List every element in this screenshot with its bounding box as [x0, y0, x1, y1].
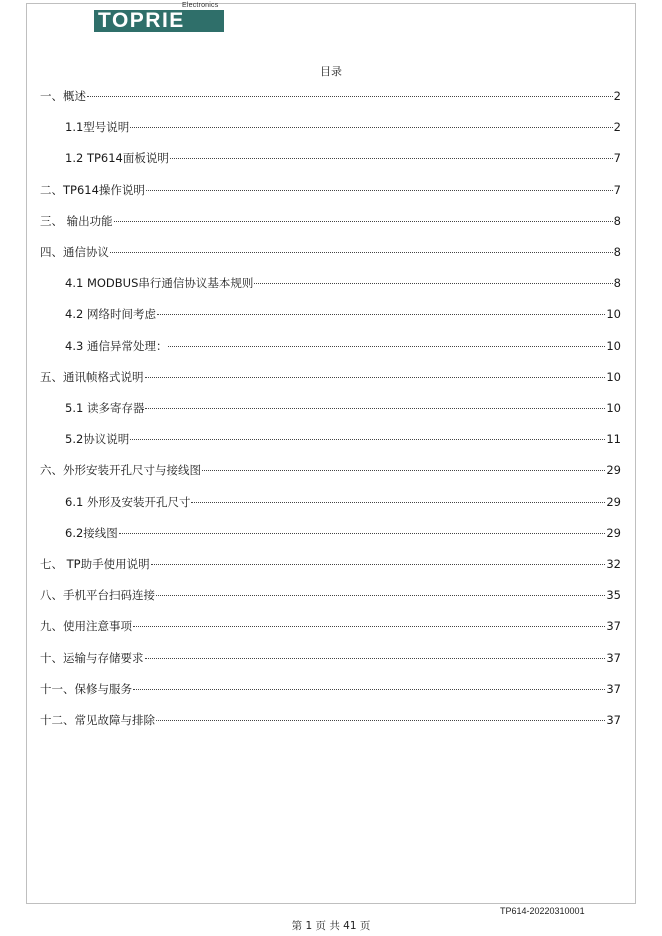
toc-leader-dots — [87, 96, 613, 97]
toc-entry-label: 二、TP614操作说明 — [40, 183, 145, 197]
toc-entry-page: 37 — [606, 651, 621, 665]
toc-entry-page: 8 — [613, 214, 621, 228]
toc-entry[interactable] — [40, 712, 621, 728]
toc-entry-label: 4.3 通信异常处理： — [65, 339, 168, 353]
toc-entry-label: 三、 输出功能 — [40, 214, 113, 228]
toc-entry-label: 6.2接线图 — [65, 526, 118, 540]
toc-entry[interactable] — [65, 525, 621, 541]
toc-leader-dots — [114, 221, 613, 222]
toc-entry[interactable] — [40, 213, 621, 229]
toc-entry-label: 一、概述 — [40, 89, 86, 103]
toc-leader-dots — [156, 595, 605, 596]
toc-entry-label: 七、 TP助手使用说明 — [40, 557, 150, 571]
logo-electronics-text: Electronics — [182, 2, 219, 9]
toc-entry[interactable] — [65, 400, 621, 416]
toc-leader-dots — [151, 564, 606, 565]
toc-entry-label: 1.1型号说明 — [65, 120, 130, 134]
toc-entry-label: 1.2 TP614面板说明 — [65, 151, 169, 165]
toc-entry-page: 10 — [606, 339, 621, 353]
toc-entry[interactable] — [40, 462, 621, 478]
toc-leader-dots — [133, 626, 605, 627]
toc-leader-dots — [145, 658, 606, 659]
toc-leader-dots — [191, 502, 605, 503]
toc-entry[interactable] — [40, 681, 621, 697]
logo-wordmark — [94, 10, 224, 32]
toc-entry-page: 7 — [613, 151, 621, 165]
toc-entry[interactable] — [40, 244, 621, 260]
logo-main-text: TOPRIE — [98, 9, 185, 32]
toc-entry-page: 2 — [613, 89, 621, 103]
toc-entry-page: 7 — [613, 183, 621, 197]
toc-leader-dots — [130, 439, 605, 440]
toc-entry[interactable] — [40, 587, 621, 603]
toc-entry-page: 35 — [606, 588, 621, 602]
toc-entry[interactable] — [40, 369, 621, 385]
toc-entry-label: 5.1 读多寄存器 — [65, 401, 145, 415]
toc-leader-dots — [146, 190, 613, 191]
toc-entry-label: 5.2协议说明 — [65, 432, 130, 446]
toc-entry-page: 10 — [606, 401, 621, 415]
toc-entry-page: 8 — [613, 276, 621, 290]
toc-entry-label: 五、通讯帧格式说明 — [40, 370, 144, 384]
toc-entry-page: 29 — [606, 495, 621, 509]
toc-entry-label: 4.1 MODBUS串行通信协议基本规则 — [65, 276, 254, 290]
page-border — [26, 3, 636, 904]
toc-entry-label: 四、通信协议 — [40, 245, 109, 259]
toc-leader-dots — [145, 377, 606, 378]
toc-entry[interactable] — [65, 150, 621, 166]
toc-entry[interactable] — [40, 650, 621, 666]
toc-entry[interactable] — [40, 88, 621, 104]
toc-entry-page: 37 — [606, 619, 621, 633]
toc-entry-page: 37 — [606, 713, 621, 727]
toc-leader-dots — [168, 346, 605, 347]
toc-entry-label: 十一、保修与服务 — [40, 682, 132, 696]
toc-entry-page: 11 — [606, 432, 621, 446]
toc-leader-dots — [145, 408, 605, 409]
toc-entry-label: 十、运输与存储要求 — [40, 651, 144, 665]
toc-entry-page: 10 — [606, 307, 621, 321]
toc-entry-page: 2 — [613, 120, 621, 134]
toc-entry[interactable] — [40, 182, 621, 198]
toc-leader-dots — [202, 470, 605, 471]
toc-entry-label: 九、使用注意事项 — [40, 619, 132, 633]
toc-leader-dots — [254, 283, 612, 284]
toc-entry-label: 十二、常见故障与排除 — [40, 713, 155, 727]
toc-entry-page: 8 — [613, 245, 621, 259]
toc-entry-label: 六、外形安装开孔尺寸与接线图 — [40, 463, 201, 477]
toc-entry-page: 29 — [606, 526, 621, 540]
toc-entry[interactable] — [65, 431, 621, 447]
toc-leader-dots — [133, 689, 605, 690]
toc-leader-dots — [156, 720, 605, 721]
toc-leader-dots — [119, 533, 606, 534]
toc-entry[interactable] — [65, 494, 621, 510]
toc-entry-label: 八、手机平台扫码连接 — [40, 588, 155, 602]
toc-entry[interactable] — [40, 556, 621, 572]
toc-leader-dots — [157, 314, 605, 315]
toc-entry-page: 29 — [606, 463, 621, 477]
toc-entry[interactable] — [65, 338, 621, 354]
toc-leader-dots — [110, 252, 613, 253]
toc-entry-page: 32 — [606, 557, 621, 571]
toc-entry[interactable] — [40, 618, 621, 634]
toc-entry-label: 6.1 外形及安装开孔尺寸 — [65, 495, 191, 509]
toc-entry-page: 37 — [606, 682, 621, 696]
toc-entry-page: 10 — [606, 370, 621, 384]
toc-entry[interactable] — [65, 306, 621, 322]
toc-leader-dots — [170, 158, 613, 159]
toc-entry[interactable] — [65, 275, 621, 291]
toc-title: 目录 — [320, 65, 342, 78]
toc-entry-label: 4.2 网络时间考虑 — [65, 307, 156, 321]
page-number: 第 1 页 共 41 页 — [291, 920, 371, 932]
toc-entry[interactable] — [65, 119, 621, 135]
toc-leader-dots — [130, 127, 612, 128]
document-code: TP614-20220310001 — [500, 906, 585, 916]
